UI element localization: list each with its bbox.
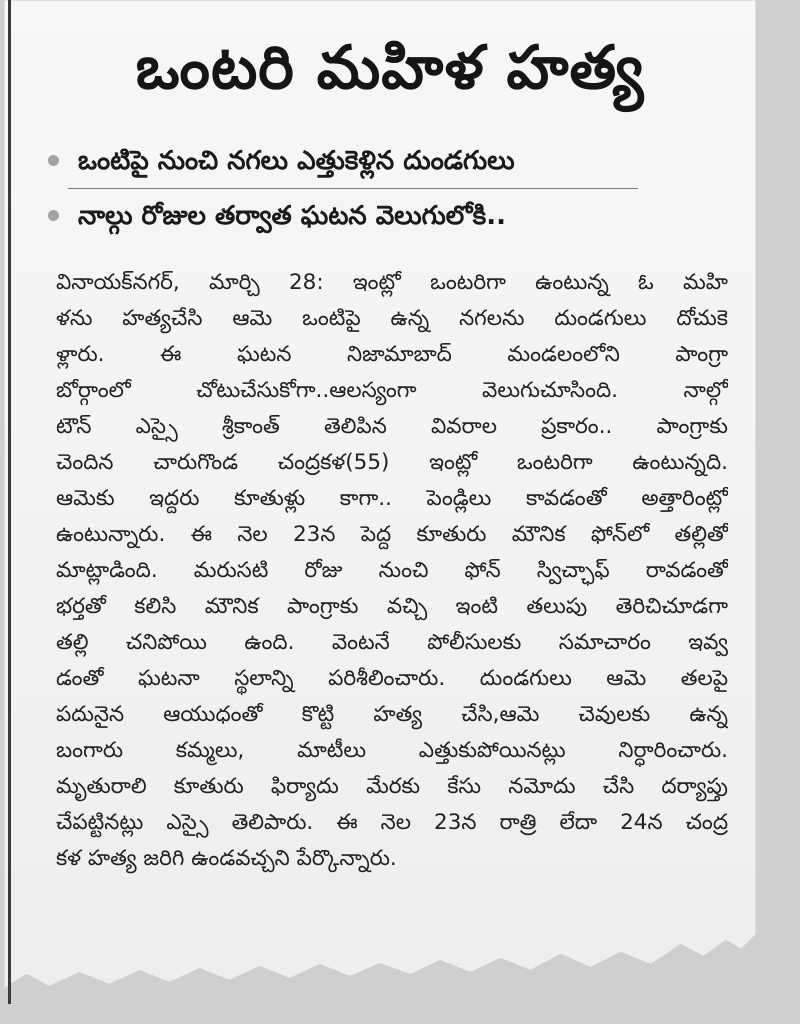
body-line: ళను హత్యచేసి ఆమె ఒంటిపై ఉన్న నగలను దుండగులు దోచుకె xyxy=(56,306,728,331)
subheadings xyxy=(40,135,640,242)
body-line: బంగారు కమ్మలు, మాటీలు ఎత్తుకుపోయినట్లు నిర్ధారించారు. xyxy=(56,738,728,763)
body-line: ఆమెకు ఇద్దరు కూతుళ్లు కాగా.. పెండ్లిలు కావడంతో అత్తారింట్లో xyxy=(56,486,728,511)
body-line: చేపట్టినట్లు ఎస్సై తెలిపారు. ఈ నెల 23న రాత్రి లేదా 24న చంద్ర xyxy=(56,810,728,835)
subheading-2-text: నాల్గు రోజుల తర్వాత ఘటన వెలుగులోకి.. xyxy=(78,201,506,231)
headline: ఒంటరి మహిళ హత్య xyxy=(135,33,645,103)
bullet-icon xyxy=(48,155,59,166)
subheading-2 xyxy=(40,190,640,242)
body-line: చెందిన చారుగొండ చంద్రకళ(55) ఇంట్లో ఒంటరిగా ఉంటున్నది. xyxy=(56,450,728,475)
body-line: వినాయక్‌నగర్, మార్చి 28: ఇంట్లో ఒంటరిగా ఉంటున్న ఓ మహి xyxy=(56,270,728,295)
body-line: పదునైన ఆయుధంతో కొట్టి హత్య చేసి,ఆమె చెవులకు ఉన్న xyxy=(56,702,728,727)
body-line: టౌన్ ఎస్సై శ్రీకాంత్ తెలిపిన వివరాల ప్రకారం.. పాంగ్రాకు xyxy=(56,414,728,439)
body-line: మాట్లాడింది. మరుసటి రోజు నుంచి ఫోన్ స్విచ్ఛాఫ్ రావడంతో xyxy=(56,558,728,583)
body-line: బోర్గాంలో చోటుచేసుకోగా..ఆలస్యంగా వెలుగుచూసింది. నాల్గో xyxy=(56,378,728,403)
body-line: ఉంటున్నారు. ఈ నెల 23న పెద్ద కూతురు మౌనిక ఫోన్‌లో తల్లితో xyxy=(56,522,728,547)
body-line: మృతురాలి కూతురు ఫిర్యాదు మేరకు కేసు నమోదు చేసి దర్యాప్తు xyxy=(56,774,728,799)
column-rule xyxy=(8,0,11,1004)
bullet-icon xyxy=(48,210,59,221)
body-line: భర్తతో కలిసి మౌనిక పాంగ్రాకు వచ్చి ఇంటి తలుపు తెరిచిచూడగా xyxy=(56,594,728,619)
body-line: కళ హత్య జరిగి ఉండవచ్చని పేర్కొన్నారు. xyxy=(56,846,397,871)
body-line: డంతో ఘటనా స్థలాన్ని పరిశీలించారు. దుండగులు ఆమె తలపై xyxy=(56,666,728,691)
body-line: తల్లి చనిపోయి ఉంది. వెంటనే పోలీసులకు సమాచారం ఇవ్వ xyxy=(56,630,728,655)
body-line: ళ్లారు. ఈ ఘటన నిజామాబాద్ మండలంలోని పాంగ్రా xyxy=(56,342,728,367)
subheading-1-text: ఒంటిపై నుంచి నగలు ఎత్తుకెళ్లిన దుండగులు xyxy=(78,146,515,176)
subheading-divider xyxy=(68,188,638,189)
subheading-1 xyxy=(40,135,640,187)
article-body xyxy=(56,265,728,877)
